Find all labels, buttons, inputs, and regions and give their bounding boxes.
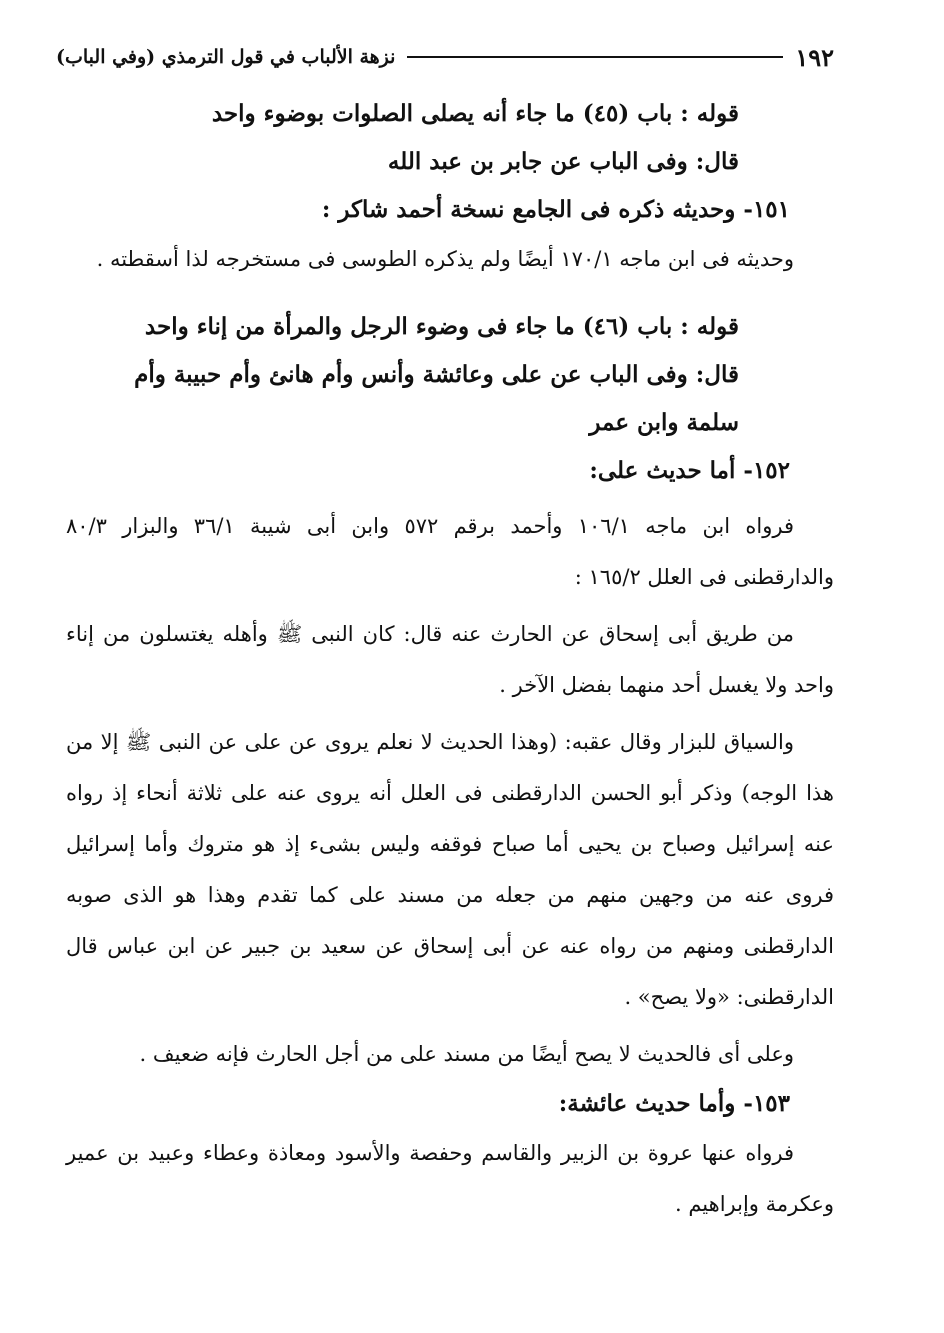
entry-153-heading: ١٥٣- وأما حديث عائشة:: [558, 1090, 790, 1117]
entry-151-heading: ١٥١- وحديثه ذكره فى الجامع نسخة أحمد شاكر :: [321, 196, 790, 223]
entry-152-heading: ١٥٢- أما حديث على:: [589, 457, 790, 484]
header-rule: [407, 56, 783, 58]
paragraph-152-chain: من طريق أبى إسحاق عن الحارث عنه قال: كان النبى ﷺ وأهله يغتسلون من إناء واحد ولا يغسل أحد منهما بفضل الآخر .: [66, 622, 834, 697]
page-number: ١٩٢: [795, 42, 834, 72]
paragraph-151: وحديثه فى ابن ماجه ١٧٠/١ أيضًا ولم يذكره الطوسى فى مستخرجه لذا أسقطته .: [96, 247, 794, 271]
chapter-heading-46: قوله : باب (٤٦) ما جاء فى وضوء الرجل والمرأة من إناء واحد: [144, 313, 739, 340]
chapter-subheading-45: قال: وفى الباب عن جابر بن عبد الله: [387, 148, 739, 175]
paragraph-153: فرواه عنها عروة بن الزبير والقاسم وحفصة والأسود ومعاذة وعطاء وعبيد بن عمير وعكرمة وإبراهيم .: [66, 1141, 834, 1216]
paragraph-152-commentary: والسياق للبزار وقال عقبه: (وهذا الحديث لا نعلم يروى عن على عن النبى ﷺ إلا من هذا الوجه) وذكر أبو الحسن الدارقطنى فى العلل أنه يروى عنه على ثلاثة أنحاء إذ رواه عنه إسرائيل وصباح بن يحيى أما صباح فوقفه وليس بشىء إذ هو متروك وأما إسرائيل فروى عنه من وجهين منهم من جعله من مسند على كما تقدم وهذا هو الذى صوبه الدارقطنى ومنهم من رواه عنه عن أبى إسحاق عن سعيد بن جبير عن ابن عباس قال الدارقطنى: «ولا يصح» .: [66, 730, 835, 1009]
paragraph-152-conclusion: وعلى أى فالحديث لا يصح أيضًا من مسند على من أجل الحارث فإنه ضعيف .: [139, 1042, 794, 1066]
chapter-subheading-46: قال: وفى الباب عن على وعائشة وأنس وأم هانئ وأم حبيبة وأم سلمة وابن عمر: [134, 361, 739, 436]
paragraph-152-sources: فرواه ابن ماجه ١٠٦/١ وأحمد برقم ٥٧٢ وابن أبى شيبة ٣٦/١ والبزار ٨٠/٣ والدارقطنى فى العلل ١٦٥/٢ :: [66, 514, 834, 589]
page-header: [56, 40, 834, 74]
spacer: [66, 285, 834, 303]
page-body: [66, 90, 834, 1230]
chapter-heading-45: قوله : باب (٤٥) ما جاء أنه يصلى الصلوات بوضوء واحد: [211, 100, 739, 127]
running-title: نزهة الألباب في قول الترمذي (وفي الباب): [56, 46, 396, 68]
